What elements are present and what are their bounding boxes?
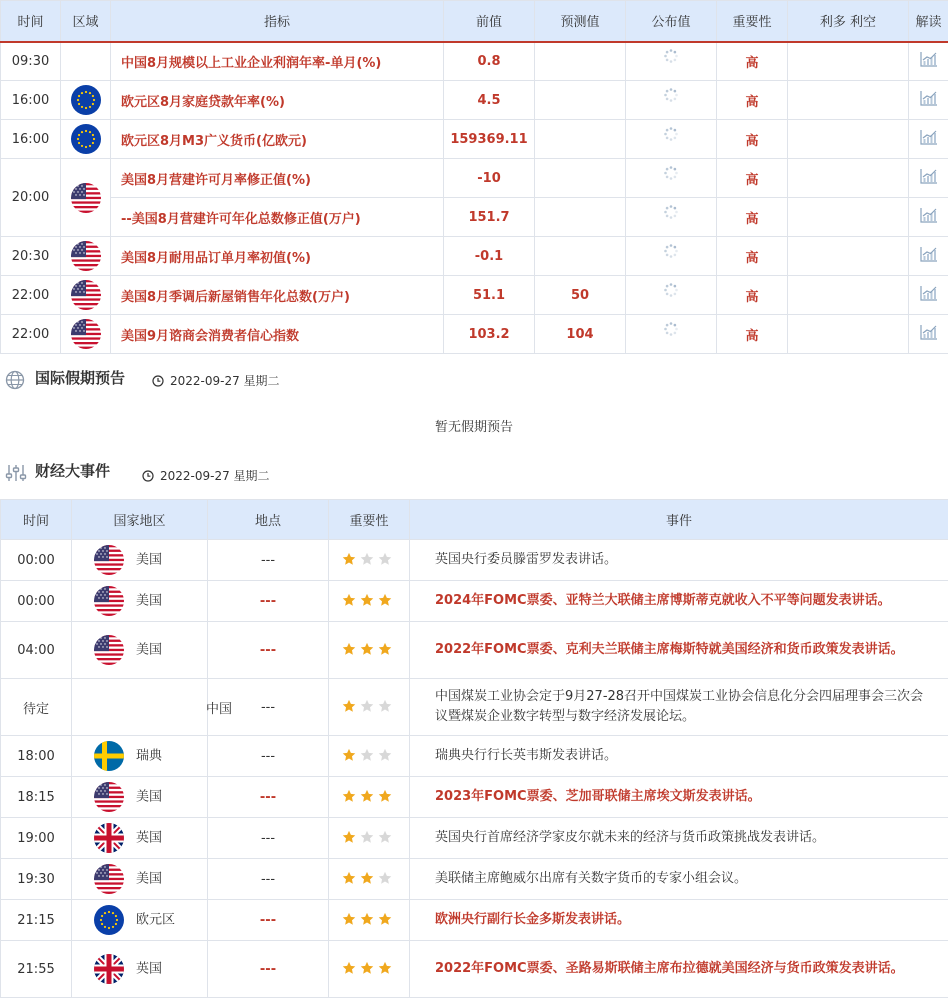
calendar-row	[1, 315, 948, 354]
sliders-icon	[5, 463, 27, 487]
event-place: ---	[208, 818, 329, 859]
cell-time: 09:30	[1, 42, 61, 81]
star-icon	[378, 748, 392, 762]
star-icon	[342, 789, 356, 803]
event-time: 00:00	[1, 540, 72, 581]
event-country	[72, 818, 208, 859]
events-col-place: 地点	[208, 500, 329, 540]
event-time: 00:00	[1, 581, 72, 622]
cell-forecast	[535, 42, 626, 81]
event-place: ---	[208, 859, 329, 900]
event-description: 美联储主席鲍威尔出席有关数字货币的专家小组会议。	[410, 859, 948, 900]
cell-indicator[interactable]: 欧元区8月家庭贷款年率(%)	[111, 81, 444, 120]
cell-forecast	[535, 120, 626, 159]
cell-actual	[626, 276, 717, 315]
star-icon	[360, 871, 374, 885]
event-country-name: 欧元区	[136, 913, 175, 928]
star-icon	[342, 699, 356, 713]
event-place: ---	[208, 622, 329, 679]
event-country-name: 美国	[136, 643, 162, 658]
event-time: 19:30	[1, 859, 72, 900]
cell-region	[61, 120, 111, 159]
event-place: ---	[208, 679, 329, 736]
cell-actual	[626, 120, 717, 159]
cell-previous: 159369.11	[444, 120, 535, 159]
cell-time: 20:30	[1, 237, 61, 276]
cell-forecast: 50	[535, 276, 626, 315]
flag-us-icon	[71, 241, 101, 271]
loading-spinner-icon	[663, 204, 679, 220]
cell-impact	[788, 198, 909, 237]
events-section-title: 财经大事件	[35, 460, 110, 481]
cell-previous: 51.1	[444, 276, 535, 315]
calendar-row	[1, 120, 948, 159]
chart-icon[interactable]	[920, 324, 938, 340]
star-icon	[360, 642, 374, 656]
holiday-date	[152, 372, 280, 390]
event-importance-stars	[329, 736, 410, 777]
cell-importance: 高	[717, 159, 788, 198]
event-importance-stars	[329, 859, 410, 900]
calendar-row	[1, 237, 948, 276]
events-date-text: 2022-09-27 星期二	[160, 469, 270, 483]
events-section-header	[0, 448, 948, 496]
star-icon	[378, 961, 392, 975]
event-description: 中国煤炭工业协会定于9月27-28召开中国煤炭工业协会信息化分会四届理事会三次会议暨煤炭企业数字转型与数字经济发展论坛。	[410, 679, 948, 736]
loading-spinner-icon	[663, 48, 679, 64]
event-time: 19:00	[1, 818, 72, 859]
events-header-row	[1, 500, 948, 540]
star-icon	[378, 912, 392, 926]
cell-importance: 高	[717, 276, 788, 315]
cell-indicator[interactable]: 美国8月营建许可月率修正值(%)	[111, 159, 444, 198]
flag-us-icon	[71, 183, 101, 213]
event-time: 18:00	[1, 736, 72, 777]
event-time: 21:15	[1, 900, 72, 941]
star-icon	[378, 871, 392, 885]
event-row	[1, 581, 948, 622]
event-importance-stars	[329, 540, 410, 581]
cell-interpret[interactable]	[909, 81, 948, 120]
holiday-section-title: 国际假期预告	[35, 367, 125, 388]
loading-spinner-icon	[663, 282, 679, 298]
calendar-row	[1, 42, 948, 81]
event-row	[1, 777, 948, 818]
cell-impact	[788, 276, 909, 315]
holiday-date-text: 2022-09-27 星期二	[170, 374, 280, 388]
event-importance-stars	[329, 581, 410, 622]
loading-spinner-icon	[663, 165, 679, 181]
cell-region	[61, 315, 111, 354]
cell-region	[61, 81, 111, 120]
cell-importance: 高	[717, 42, 788, 81]
event-importance-stars	[329, 818, 410, 859]
event-importance-stars	[329, 941, 410, 998]
cell-impact	[788, 159, 909, 198]
star-icon	[360, 912, 374, 926]
event-time: 18:15	[1, 777, 72, 818]
holiday-section-header	[0, 355, 948, 403]
event-country-name: 美国	[136, 594, 162, 609]
cell-actual	[626, 81, 717, 120]
col-header-actual: 公布值	[626, 1, 717, 42]
cell-indicator[interactable]: 中国8月规模以上工业企业利润年率-单月(%)	[111, 42, 444, 81]
event-row	[1, 900, 948, 941]
events-col-country: 国家地区	[72, 500, 208, 540]
event-time: 21:55	[1, 941, 72, 998]
event-country-name: 美国	[136, 790, 162, 805]
cell-impact	[788, 42, 909, 81]
cell-actual	[626, 237, 717, 276]
star-icon	[342, 830, 356, 844]
cell-time: 20:00	[1, 159, 61, 237]
flag-us-icon	[94, 864, 124, 894]
event-description: 英国央行首席经济学家皮尔就未来的经济与货币政策挑战发表讲话。	[410, 818, 948, 859]
star-icon	[360, 961, 374, 975]
cell-actual	[626, 159, 717, 198]
cell-forecast: 104	[535, 315, 626, 354]
cell-previous: 103.2	[444, 315, 535, 354]
star-icon	[360, 789, 374, 803]
calendar-header-row	[1, 1, 948, 42]
star-icon	[342, 593, 356, 607]
cell-actual	[626, 42, 717, 81]
event-description: 欧洲央行副行长金多斯发表讲话。	[410, 900, 948, 941]
chart-icon[interactable]	[920, 285, 938, 301]
event-country	[72, 736, 208, 777]
cell-time: 22:00	[1, 276, 61, 315]
col-header-interpret: 解读	[909, 1, 948, 42]
col-header-forecast: 预测值	[535, 1, 626, 42]
event-row	[1, 540, 948, 581]
event-description: 英国央行委员滕雷罗发表讲话。	[410, 540, 948, 581]
loading-spinner-icon	[663, 126, 679, 142]
cell-impact	[788, 237, 909, 276]
event-country	[72, 540, 208, 581]
event-row	[1, 679, 948, 736]
cell-previous: 0.8	[444, 42, 535, 81]
event-importance-stars	[329, 777, 410, 818]
cell-indicator[interactable]: 欧元区8月M3广义货币(亿欧元)	[111, 120, 444, 159]
star-icon	[378, 552, 392, 566]
flag-gb-icon	[94, 954, 124, 984]
event-description: 2024年FOMC票委、亚特兰大联储主席博斯蒂克就收入不平等问题发表讲话。	[410, 581, 948, 622]
col-header-region: 区域	[61, 1, 111, 42]
loading-spinner-icon	[663, 243, 679, 259]
events-col-event: 事件	[410, 500, 948, 540]
event-importance-stars	[329, 679, 410, 736]
col-header-impact: 利多 利空	[788, 1, 909, 42]
flag-us-icon	[71, 280, 101, 310]
cell-indicator[interactable]: 美国8月季调后新屋销售年化总数(万户)	[111, 276, 444, 315]
cell-region	[61, 276, 111, 315]
flag-eu-icon	[71, 85, 101, 115]
cell-previous: -0.1	[444, 237, 535, 276]
cell-importance: 高	[717, 198, 788, 237]
clock-icon	[152, 375, 164, 390]
star-icon	[342, 871, 356, 885]
chart-icon[interactable]	[920, 246, 938, 262]
chart-icon[interactable]	[920, 207, 938, 223]
event-time: 待定	[1, 679, 72, 736]
event-place: ---	[208, 941, 329, 998]
cell-region	[61, 237, 111, 276]
event-row	[1, 859, 948, 900]
flag-se-icon	[94, 741, 124, 771]
event-country-name: 中国	[206, 702, 232, 717]
star-icon	[360, 593, 374, 607]
event-description: 2023年FOMC票委、芝加哥联储主席埃文斯发表讲话。	[410, 777, 948, 818]
col-header-previous: 前值	[444, 1, 535, 42]
events-date	[142, 467, 270, 485]
cell-interpret[interactable]	[909, 276, 948, 315]
cell-impact	[788, 315, 909, 354]
cell-interpret[interactable]	[909, 159, 948, 198]
cell-region	[61, 159, 111, 237]
flag-gb-icon	[94, 823, 124, 853]
col-header-indicator: 指标	[111, 1, 444, 42]
chart-icon[interactable]	[920, 90, 938, 106]
cell-actual	[626, 198, 717, 237]
event-country	[72, 777, 208, 818]
event-country	[72, 622, 208, 679]
flag-us-icon	[94, 782, 124, 812]
event-country-name: 瑞典	[136, 749, 162, 764]
flag-us-icon	[71, 319, 101, 349]
star-icon	[378, 789, 392, 803]
events-col-importance: 重要性	[329, 500, 410, 540]
event-place: ---	[208, 540, 329, 581]
col-header-time: 时间	[1, 1, 61, 42]
cell-forecast	[535, 198, 626, 237]
cell-interpret[interactable]	[909, 237, 948, 276]
event-country	[72, 941, 208, 998]
cell-importance: 高	[717, 315, 788, 354]
cell-forecast	[535, 237, 626, 276]
star-icon	[342, 912, 356, 926]
event-place: ---	[208, 900, 329, 941]
star-icon	[378, 593, 392, 607]
event-description: 2022年FOMC票委、圣路易斯联储主席布拉德就美国经济与货币政策发表讲话。	[410, 941, 948, 998]
flag-eu-icon	[94, 905, 124, 935]
cell-interpret[interactable]	[909, 198, 948, 237]
event-place: ---	[208, 777, 329, 818]
event-description: 2022年FOMC票委、克利夫兰联储主席梅斯特就美国经济和货币政策发表讲话。	[410, 622, 948, 679]
cell-actual	[626, 315, 717, 354]
star-icon	[360, 830, 374, 844]
event-country-name: 美国	[136, 553, 162, 568]
event-country-name: 美国	[136, 872, 162, 887]
chart-icon[interactable]	[920, 168, 938, 184]
chart-icon[interactable]	[920, 51, 938, 67]
cell-importance: 高	[717, 237, 788, 276]
cell-impact	[788, 120, 909, 159]
cell-interpret[interactable]	[909, 315, 948, 354]
clock-icon	[142, 470, 154, 485]
cell-interpret[interactable]	[909, 120, 948, 159]
star-icon	[342, 748, 356, 762]
cell-importance: 高	[717, 120, 788, 159]
cell-importance: 高	[717, 81, 788, 120]
star-icon	[360, 748, 374, 762]
event-importance-stars	[329, 900, 410, 941]
cell-interpret[interactable]	[909, 42, 948, 81]
event-country-name: 英国	[136, 962, 162, 977]
event-country	[72, 679, 208, 736]
event-description: 瑞典央行行长英韦斯发表讲话。	[410, 736, 948, 777]
star-icon	[342, 961, 356, 975]
flag-us-icon	[94, 635, 124, 665]
star-icon	[360, 552, 374, 566]
cell-previous: -10	[444, 159, 535, 198]
event-country	[72, 859, 208, 900]
loading-spinner-icon	[663, 321, 679, 337]
cell-time: 16:00	[1, 120, 61, 159]
cell-previous: 4.5	[444, 81, 535, 120]
star-icon	[378, 642, 392, 656]
event-country-name: 英国	[136, 831, 162, 846]
flag-us-icon	[94, 586, 124, 616]
star-icon	[342, 552, 356, 566]
event-row	[1, 941, 948, 998]
calendar-row	[1, 198, 948, 237]
flag-us-icon	[94, 545, 124, 575]
event-row	[1, 818, 948, 859]
cell-time: 22:00	[1, 315, 61, 354]
star-icon	[378, 830, 392, 844]
calendar-row	[1, 276, 948, 315]
cell-forecast	[535, 159, 626, 198]
event-country	[72, 900, 208, 941]
event-place: ---	[208, 581, 329, 622]
event-country	[72, 581, 208, 622]
events-table	[0, 499, 948, 998]
cell-time: 16:00	[1, 81, 61, 120]
flag-eu-icon	[71, 124, 101, 154]
event-time: 04:00	[1, 622, 72, 679]
cell-forecast	[535, 81, 626, 120]
cell-impact	[788, 81, 909, 120]
loading-spinner-icon	[663, 87, 679, 103]
cell-indicator[interactable]: 美国8月耐用品订单月率初值(%)	[111, 237, 444, 276]
cell-previous: 151.7	[444, 198, 535, 237]
star-icon	[360, 699, 374, 713]
event-row	[1, 622, 948, 679]
calendar-row	[1, 159, 948, 198]
economic-calendar-table	[0, 0, 948, 354]
event-place: ---	[208, 736, 329, 777]
cell-indicator[interactable]: 美国9月谘商会消费者信心指数	[111, 315, 444, 354]
events-col-time: 时间	[1, 500, 72, 540]
calendar-row	[1, 81, 948, 120]
star-icon	[378, 699, 392, 713]
holiday-empty-text: 暂无假期预告	[0, 416, 948, 435]
event-row	[1, 736, 948, 777]
chart-icon[interactable]	[920, 129, 938, 145]
globe-icon	[5, 370, 25, 394]
star-icon	[342, 642, 356, 656]
event-importance-stars	[329, 622, 410, 679]
col-header-importance: 重要性	[717, 1, 788, 42]
cell-region	[61, 42, 111, 81]
cell-indicator[interactable]: --美国8月营建许可年化总数修正值(万户)	[111, 198, 444, 237]
